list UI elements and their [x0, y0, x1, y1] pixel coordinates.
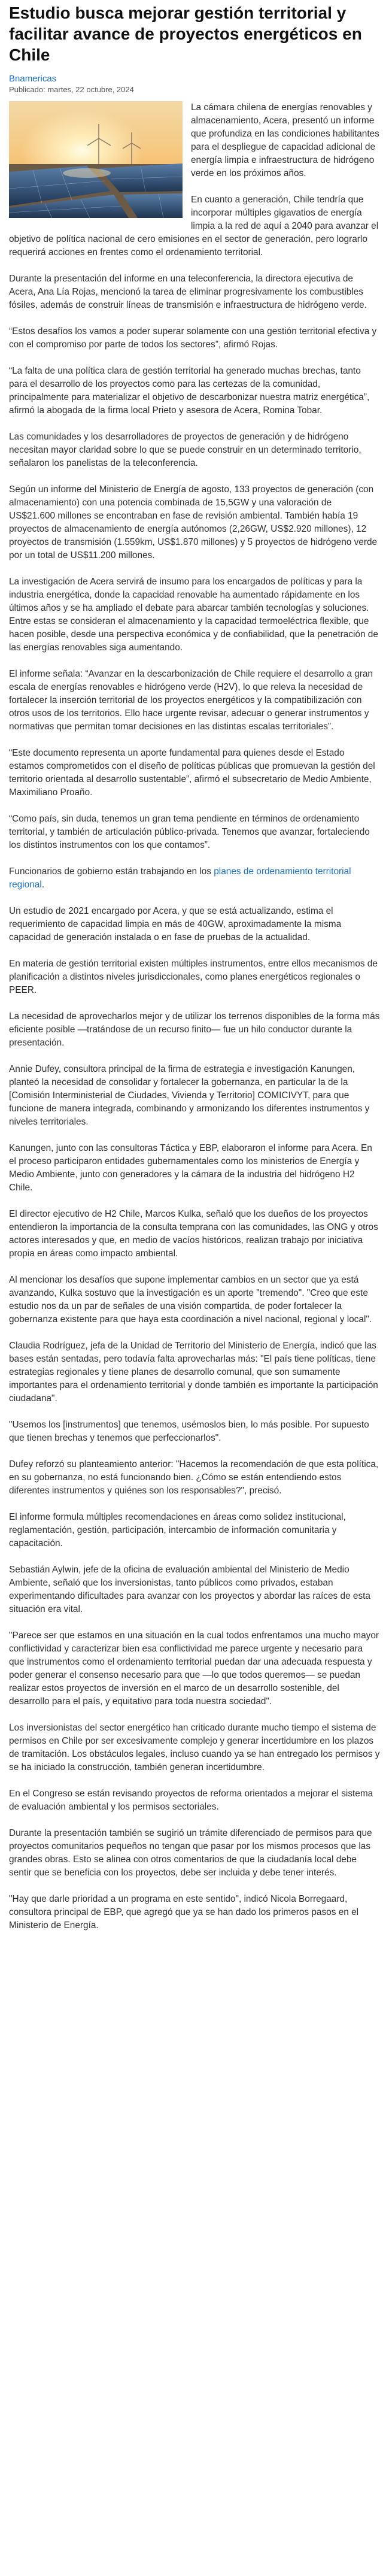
paragraph: “Este documento representa un aporte fundamental para quienes desde el Estado estamos comprometidos con el diseño de políticas públicas que promuevan la gestión del territorio orientada al desarrollo sustentable”, afirmó el subsecretario de Medio Ambiente, Maximiliano Proaño.: [9, 748, 375, 798]
paragraph: El informe formula múltiples recomendaciones en áreas como solidez institucional, reglamentación, gestión, participación, intercambio de información comunitaria y capacitación.: [9, 1512, 346, 1548]
paragraph: Sebastián Aylwin, jefe de la oficina de evaluación ambiental del Ministerio de Medio Ambiente, señaló que los inversionistas, tanto públicos como privados, estaban experimentando dificultades para avanzar con los proyectos y abordar las raíces de esta situación era vital.: [9, 1565, 370, 1614]
link-paragraph-before: Funcionarios de gobierno están trabajando en los: [9, 866, 214, 877]
paragraph: “Como país, sin duda, tenemos un gran tema pendiente en términos de ordenamiento territorial, y también de articulación público-privada. Tenemos que avanzar, fortaleciendo los distintos instrumentos con los que contamos”.: [9, 814, 370, 850]
paragraph: "Parece ser que estamos en una situación en la cual todos enfrentamos una mucho mayor conflictividad y caracterizar bien esa conflictividad me parece urgente y necesario para que instrumentos como el ordenamiento territorial puedan dar una adecuada respuesta y poder generar el consenso necesario para que —lo que todos queremos— se puedan realizar estos proyectos de inversión en el marco de un desarrollo sostenible, del desarrollo para el país, y equitativo para toda nuestra sociedad".: [9, 1631, 379, 1707]
paragraph: En materia de gestión territorial existen múltiples instrumentos, entre ellos mecanismos de planificación a distintos niveles jurisdiccionales, como planes energéticos regionales o PEER.: [9, 959, 378, 995]
published-date: Publicado: martes, 22 octubre, 2024: [9, 85, 134, 94]
paragraph: El informe señala: “Avanzar en la descarbonización de Chile requiere el desarrollo a gran escala de energías renovables e hidrógeno verde (H2V), lo que releva la necesidad de fortalecer la inserción territorial de los proyectos energéticos y la compatibilización con otros usos de los territorios. Ello hace urgente revisar, adecuar o generar instrumentos y normativas que permitan tomar decisiones en las distintas escalas territoriales”.: [9, 669, 373, 732]
paragraph: Durante la presentación del informe en una teleconferencia, la directora ejecutiva de Acera, Ana Lía Rojas, mencionó la tarea de eliminar progresivamente los combustibles fósiles, además de construir líneas de transmisión e infraestructura de hidrógeno verde.: [9, 274, 367, 310]
paragraph: En cuanto a generación, Chile tendría que incorporar múltiples gigavatios de energía limpia a la red de aquí a 2040 para avanzar el objetivo de política nacional de cero emisiones en el sector de generación, pero lograrlo requerirá acciones en frentes como el ordenamiento territorial.: [9, 195, 379, 257]
link-paragraph-after: .: [41, 880, 45, 890]
paragraph: Durante la presentación también se sugirió un trámite diferenciado de permisos para que proyectos comunitarios pequeños no tengan que pasar por los mismos procesos que las grandes obras. Esto se alinea con otros comentarios de que la ciudadanía local debe sentir que se beneficia con los proyectos, debe ser incluida y debe tener interés.: [9, 1828, 372, 1878]
paragraph: La necesidad de aprovecharlos mejor y de utilizar los terrenos disponibles de la forma más eficiente posible —tratándose de un recurso finito— fue un hilo conductor durante la presentación.: [9, 1011, 380, 1048]
paragraph: El director ejecutivo de H2 Chile, Marcos Kulka, señaló que los dueños de los proyectos entendieron la importancia de la consulta temprana con las comunidades, las ONG y otros actores interesados y que, en medio de vacíos históricos, realizan trabajo por iniciativa propia en áreas como impacto ambiental.: [9, 1209, 378, 1259]
paragraph-with-link: [9, 865, 380, 892]
source-link[interactable]: Bnamericas: [9, 74, 57, 84]
paragraph: “Estos desafíos los vamos a poder superar solamente con una gestión territorial efectiva y con el compromiso por parte de todos los sectores”, afirmó Rojas.: [9, 326, 377, 350]
paragraph: “La falta de una política clara de gestión territorial ha generado muchas brechas, tanto para el desarrollo de los proyectos como para las certezas de la comunidad, principalmente para materializar el objetivo de descarbonizar nuestra matriz energética”, afirmó la abogada de la firma local Prieto y asesora de Acera, Romina Tobar.: [9, 366, 370, 416]
paragraph: Kanungen, junto con las consultoras Táctica y EBP, elaboraron el informe para Acera. En el proceso participaron entidades gubernamentales como los ministerios de Energía y Medio Ambiente, junto con generadores y la cámara de la industria del hidrógeno H2 Chile.: [9, 1143, 372, 1193]
paragraph: Según un informe del Ministerio de Energía de agosto, 133 proyectos de generación (con almacenamiento) con una potencia combinada de 15,5GW y una valoración de US$21.600 millones se encontraban en fase de revisión ambiental. También había 19 proyectos de almacenamiento de energía autónomos (2,26GW, US$2.920 millones), 12 proyectos de transmisión (1.559km, US$1.870 millones) y 5 proyectos de hidrógeno verde por un total de US$11.200 millones.: [9, 484, 378, 560]
paragraph: En el Congreso se están revisando proyectos de reforma orientados a mejorar el sistema de evaluación ambiental y los permisos sectoriales.: [9, 1789, 373, 1812]
hero-image: [9, 101, 183, 218]
paragraph: Un estudio de 2021 encargado por Acera, y que se está actualizando, estima el requerimiento de capacidad limpia en más de 40GW, aproximadamente la misma capacidad de generación instalada o en fase de pruebas de la actualidad.: [9, 906, 342, 942]
paragraph: Dufey reforzó su planteamiento anterior: "Hacemos la recomendación de que esta política, en su gobernanza, no está funcionando bien. ¿Cómo se están entendiendo estos diferentes instrumentos y quiénes son los responsables?", precisó.: [9, 1459, 379, 1496]
regional-plans-link[interactable]: planes de ordenamiento territorial regional: [9, 866, 351, 890]
paragraph: "Usemos los [instrumentos] que tenemos, usémoslos bien, lo más posible. Por supuesto que tienen brechas y tenemos que perfeccionarlos".: [9, 1420, 369, 1443]
paragraph: Annie Dufey, consultora principal de la firma de estrategia e investigación Kanungen, planteó la necesidad de consolidar y fortalecer la gobernanza, en particular la de la [Comisión Interministerial de Ciudades, Vivienda y Territorio] COMICIVYT, para que funcione de manera integrada, combinando y armonizando los diferentes instrumentos y niveles territoriales.: [9, 1064, 370, 1127]
paragraph: "Hay que darle prioridad a un programa en este sentido", indicó Nicola Borregaard, consultora principal de EBP, que agregó que ya se han dado los primeros pasos en el Ministerio de Energía.: [9, 1894, 359, 1931]
paragraph: La cámara chilena de energías renovables y almacenamiento, Acera, presentó un informe que profundiza en las condiciones habilitantes para el despliegue de capacidad adicional de energía limpia e infraestructura de hidrógeno verde en los próximos años.: [191, 102, 379, 178]
paragraph: La investigación de Acera servirá de insumo para los encargados de políticas y para la industria energética, donde la capacidad renovable ha aumentado rápidamente en los últimos años y se ha ampliado el debate para abarcar también tecnologías y soluciones. Entre estas se consideran el almacenamiento y la capacidad termoeléctrica flexible, que hacen posible, desde una perspectiva económica y de confiabilidad, que la penetración de las energías renovables siga aumentando.: [9, 577, 378, 653]
paragraph: Las comunidades y los desarrolladores de proyectos de generación y de hidrógeno necesitan mayor claridad sobre lo que se puede construir en un determinado territorio, señalaron los panelistas de la teleconferencia.: [9, 432, 361, 468]
paragraph: Claudia Rodríguez, jefa de la Unidad de Territorio del Ministerio de Energía, indicó que las bases están sentadas, pero todavía falta aprovecharlas más: "El país tiene políticas, tiene estrategias regionales y tiene planes de desarrollo comunal, que son sumamente importantes para el ordenamiento territorial y donde también es importante la participación ciudadana".: [9, 1341, 378, 1404]
article-title: Estudio busca mejorar gestión territorial y facilitar avance de proyectos energéticos en Chile: [9, 4, 362, 64]
paragraph: Al mencionar los desafíos que supone implementar cambios en un sector que ya está avanzando, Kulka sostuvo que la investigación es un aporte "tremendo". "Creo que este estudio nos da un par de señales de una visión compartida, de poder fortalecer la gobernanza existente para que haya esta coordinación a nivel nacional, regional y local".: [9, 1275, 372, 1325]
paragraph: Los inversionistas del sector energético han criticado durante mucho tiempo el sistema de permisos en Chile por ser excesivamente complejo y generar incertidumbre en los plazos de tramitación. Los obstáculos legales, incluso cuando ya se han entregado los permisos y se ha iniciado la construcción, también generan incertidumbre.: [9, 1723, 380, 1772]
